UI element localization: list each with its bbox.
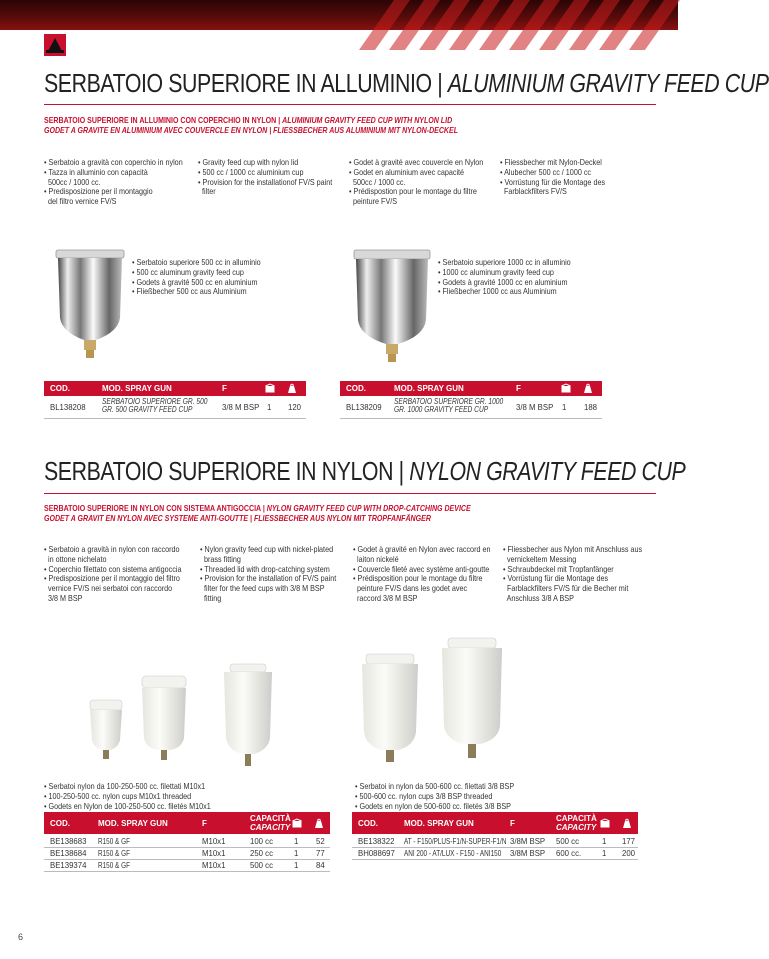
list-item: • Prédisposition pour le montage du filtre [353,574,483,584]
list-item: vernice FV/S nei serbatoi con raccordo [44,584,173,594]
list-item: peinture FV/S dans les godet avec [353,584,468,594]
table-cell-box: 177 [622,837,636,846]
list-item: • Fliessbecher mit Nylon-Deckel [500,158,602,167]
list-item: • Couvercle fileté avec système anti-goutte [353,564,490,574]
table-row: BL138209 SERBATOIO SUPERIORE GR. 1000 GR. 1000 GRAVITY FEED CUP 3/8 M BSP 1 188 [346,397,598,414]
page-number: 6 [18,932,24,942]
large-table-header: COD. MOD. SPRAY GUN F CAPACITÀ CAPACITY [352,812,638,834]
table-cell-f: 3/8M BSP [510,837,546,846]
list-item: filter [198,187,216,197]
table-cell-cap: 100 cc [250,837,273,846]
table-cell-q: 1 [294,849,299,858]
section2-features-de [503,545,651,604]
list-item: • Serbatoio a gravità con coperchio in nylon [44,158,183,167]
list-item: del filtro vernice FV/S [44,197,117,207]
list-item: • Fliessbecher aus Nylon mit Anschluss aus [503,545,643,554]
list-item: • Serbatoio superiore 1000 cc in alluminio [438,258,571,267]
section1-title: SERBATOIO SUPERIORE IN ALLUMINIO | ALUMINIUM GRAVITY FEED CUP [44,68,769,98]
list-item: • 500 cc / 1000 cc aluminium cup [198,167,304,177]
list-item: • Godets à gravité 1000 cc en aluminium [438,277,568,287]
table500-header: COD. MOD. SPRAY GUN F [44,381,306,396]
divider [340,418,602,419]
list-item: brass fitting [200,554,241,564]
table-cell-mod: R150 & GF [98,849,130,858]
aluminium-cup-1000-image [352,248,432,366]
list-item: laiton nickelé [353,554,399,564]
list-item: • Godets à gravité 500 cc en aluminium [132,277,258,287]
list-item: • Serbatoio superiore 500 cc in alluminio [132,258,261,267]
table-cell-mod: AT - F150/PLUS-F1/N-SUPER-F1/N [404,837,507,846]
small-table-header: COD. MOD. SPRAY GUN F CAPACITÀ CAPACITY [44,812,330,834]
list-item: in ottone nichelato [44,554,107,564]
list-item: • Godets en Nylon de 100-250-500 cc. filetés M10x1 [44,801,211,811]
list-item: • Threaded lid with drop-catching system [200,564,330,574]
list-item: • Coperchio filettato con sistema antigoccia [44,564,182,574]
table-cell-f: 3/8M BSP [510,849,546,858]
list-item: • Provision for the installation of FV/S paint [200,574,337,584]
table-cell-q: 1 [294,837,299,846]
list-item: peinture FV/S [349,197,398,207]
list-item: • Predisposizione per il montaggio [44,187,153,197]
list-item: • Prédispostion pour le montage du filtre [349,187,477,197]
section1-features-it [44,158,192,207]
table-cell-cod: BH088697 [358,849,395,858]
list-item: 500cc / 1000 cc. [349,177,406,187]
weight-icon [583,384,593,393]
table-cell-box: 52 [316,837,325,846]
list-item: • Predisposizione per il montaggio del filtro [44,574,180,584]
nylon-cups-small-image [84,660,274,772]
table-cell-cod: BE138683 [50,837,87,846]
list-item: • Nylon gravity feed cup with nickel-plated [200,545,334,554]
list-item: • Tazza in alluminio con capacità [44,167,148,177]
cup500-description [132,258,282,297]
list-item: • Provision for the installationof FV/S paint [198,177,333,187]
table-row: BL138208 SERBATOIO SUPERIORE GR. 500 GR. 500 GRAVITY FEED CUP 3/8 M BSP 1 120 [50,397,302,414]
table-cell-mod: R150 & GF [98,837,130,846]
table-cell-cap: 600 cc. [556,849,582,858]
table-cell-box: 200 [622,849,636,858]
list-item: Farblackfilters FV/S [500,187,567,197]
list-item: • Godet à gravité en Nylon avec raccord en [353,545,491,554]
section2-features-it [44,545,194,604]
brand-logo-icon [44,34,66,56]
list-item: Anschluss 3/8 A BSP [503,593,574,603]
list-item: • 100-250-500 cc. nylon cups M10x1 threaded [44,791,192,801]
list-item: • Godet en aluminium avec capacité [349,167,465,177]
table-cell-q: 1 [602,837,607,846]
box-icon [600,819,610,828]
list-item: • Vorrüstung für die Montage des [500,177,606,187]
table-cell-box: 84 [316,861,325,870]
table-cell-q: 1 [294,861,299,870]
aluminium-cup-500-image [54,248,126,362]
divider [44,418,306,419]
weight-icon [622,819,632,828]
table-cell-cod: BE138322 [358,837,395,846]
divider [44,493,656,494]
weight-icon [314,819,324,828]
list-item: filter for the feed cups with 3/8 M BSP [200,584,325,594]
table1000-header: COD. MOD. SPRAY GUN F [340,381,602,396]
section1-features-en [198,158,346,197]
section2-subtitle: SERBATOIO SUPERIORE IN NYLON CON SISTEMA ANTIGOCCIA | NYLON GRAVITY FEED CUP WITH DROP-CATCHING DEVICE GODET A GRAVIT EN NYLON AVEC SYSTEME ANTI-GOUTTE | FLIESSBECHER AUS NYLON MIT TROPFANFÄNGER [44,504,471,523]
list-item: 500cc / 1000 cc. [44,177,101,187]
table-cell-mod: ANI 200 - AT/LUX - F150 - ANI150 [404,849,502,858]
box-icon [561,384,571,393]
section2-features-en [200,545,348,604]
table-cell-f: M10x1 [202,849,226,858]
list-item: raccord 3/8 M BSP [353,593,418,603]
list-item: • Alubecher 500 cc / 1000 cc [500,167,592,177]
table-cell-cap: 500 cc [250,861,273,870]
table-cell-cap: 250 cc [250,849,273,858]
divider [44,104,656,105]
list-item: • 1000 cc aluminum gravity feed cup [438,267,554,277]
list-item: Farblackfilters FV/S für die Becher mit [503,584,629,594]
table-cell-f: M10x1 [202,861,226,870]
list-item: • Godet à gravité avec couvercle en Nylon [349,158,484,167]
cup1000-description [438,258,596,297]
list-item: • 500 cc aluminum gravity feed cup [132,267,244,277]
section1-features-de [500,158,648,197]
list-item: • Fließbecher 1000 cc aus Aluminium [438,287,557,297]
divider [352,859,638,860]
nylon-cups-large-image [356,632,516,772]
list-item: • Serbatoio a gravità in nylon con raccordo [44,545,180,554]
weight-icon [287,384,297,393]
list-item: vernickeltem Messing [503,554,577,564]
list-item: fitting [200,593,222,603]
list-item: • Schraubdeckel mit Tropfanfänger [503,564,614,574]
table-cell-cod: BE139374 [50,861,87,870]
list-item: • 500-600 cc. nylon cups 3/8 BSP threaded [355,791,493,801]
list-item: 3/8 M BSP [44,593,83,603]
box-icon [292,819,302,828]
box-icon [265,384,275,393]
list-item: • Serbatoi in nylon da 500-600 cc. filettati 3/8 BSP [355,782,515,791]
list-item: • Serbatoi nylon da 100-250-500 cc. filettati M10x1 [44,782,206,791]
list-item: • Vorrüstung für die Montage des [503,574,609,584]
section2-title: SERBATOIO SUPERIORE IN NYLON | NYLON GRAVITY FEED CUP [44,456,686,486]
list-item: • Gravity feed cup with nylon lid [198,158,299,167]
table-cell-cap: 500 cc [556,837,579,846]
divider [44,871,330,872]
table-cell-cod: BE138684 [50,849,87,858]
section2-features-fr [353,545,501,604]
top-banner [0,0,678,30]
list-item: • Godets en nylon de 500-600 cc. filetés 3/8 BSP [355,801,511,811]
section1-features-fr [349,158,497,207]
table-cell-q: 1 [602,849,607,858]
list-item: • Fließbecher 500 cc aus Aluminium [132,287,247,297]
table-cell-f: M10x1 [202,837,226,846]
table-cell-box: 77 [316,849,325,858]
table-cell-mod: R150 & GF [98,861,130,870]
section1-subtitle: SERBATOIO SUPERIORE IN ALLUMINIO CON COPERCHIO IN NYLON | ALUMINIUM GRAVITY FEED CUP WITH NYLON LID GODET A GRAVITE EN ALUMINIUM AVEC COUVERCLE EN NYLON | FLIESSBECHER AUS ALUMINIUM MIT NYLON-DECKEL [44,116,459,135]
